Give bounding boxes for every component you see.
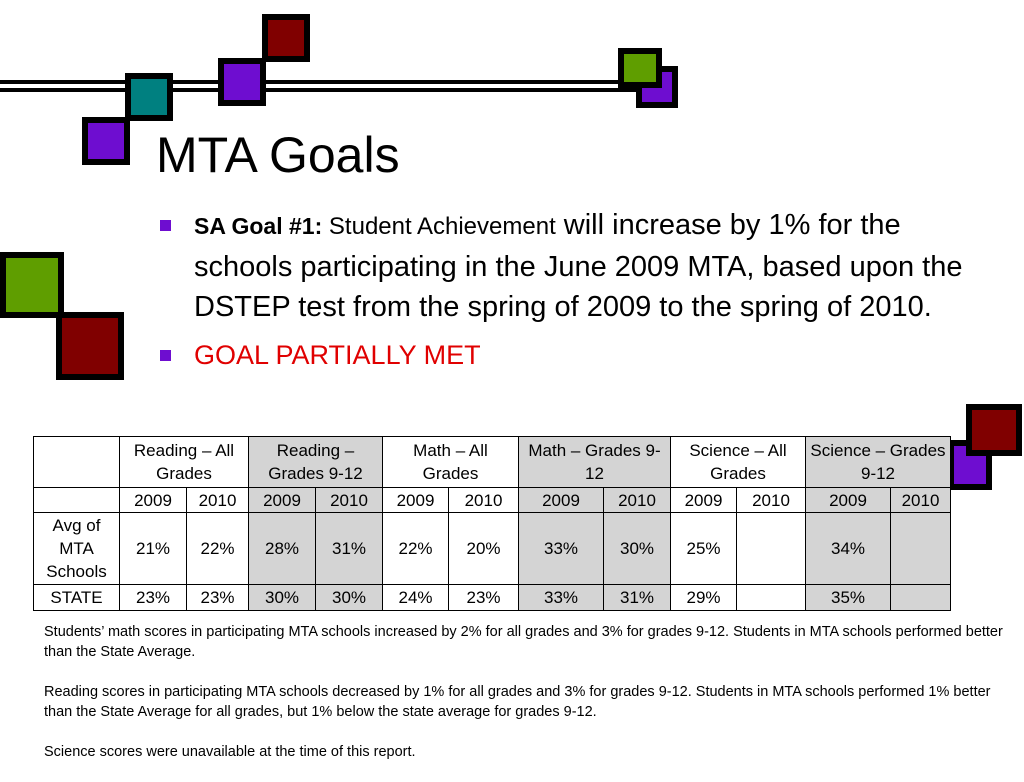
note-science: Science scores were unavailable at the time of this report. bbox=[44, 744, 416, 760]
top-rule-line bbox=[0, 80, 665, 84]
row-label: STATE bbox=[34, 585, 120, 611]
table-cell: 23% bbox=[120, 585, 187, 611]
deco-square-teal bbox=[125, 73, 173, 121]
square-bullet-icon bbox=[160, 220, 171, 231]
year-cell: 2010 bbox=[737, 488, 806, 513]
table-cell: 30% bbox=[604, 513, 671, 585]
table-cell bbox=[891, 585, 951, 611]
table-cell: 21% bbox=[120, 513, 187, 585]
year-cell: 2009 bbox=[671, 488, 737, 513]
table-header-row bbox=[34, 437, 951, 488]
table-cell: 35% bbox=[806, 585, 891, 611]
table-cell: 23% bbox=[187, 585, 249, 611]
table-cell: 28% bbox=[249, 513, 316, 585]
deco-square-maroon-right bbox=[966, 404, 1022, 456]
year-cell: 2009 bbox=[519, 488, 604, 513]
year-cell: 2009 bbox=[249, 488, 316, 513]
table-cell: 20% bbox=[449, 513, 519, 585]
goal-bullet bbox=[160, 205, 1000, 327]
year-cell: 2009 bbox=[383, 488, 449, 513]
table-cell: 30% bbox=[316, 585, 383, 611]
year-cell: 2010 bbox=[604, 488, 671, 513]
goal-subject: Student Achievement bbox=[322, 213, 556, 240]
scores-table bbox=[33, 436, 951, 611]
note-math: Students’ math scores in participating MTA schools increased by 2% for all grades and 3% for grades 9-12. Students in MTA schools performed better than the State Average. bbox=[44, 624, 1003, 660]
goal-text: will increase by 1% for the schools participating in the June 2009 MTA, based upon the DSTEP test from the spring of 2009 to the spring of 2010. bbox=[194, 209, 963, 323]
deco-square-maroon-left bbox=[56, 312, 124, 380]
header-science-912: Science – Grades 9-12 bbox=[806, 437, 951, 488]
header-science-all: Science – All Grades bbox=[671, 437, 806, 488]
header-reading-912: Reading – Grades 9-12 bbox=[249, 437, 383, 488]
table-row-state bbox=[34, 585, 951, 611]
table-cell bbox=[737, 585, 806, 611]
note-reading: Reading scores in participating MTA schools decreased by 1% for all grades and 3% for grades 9-12. Students in MTA schools performed 1% better than the State Average for all grades, but 1% below the state average for grades 9-12. bbox=[44, 684, 991, 720]
deco-square-purple-top bbox=[218, 58, 266, 106]
table-cell: 30% bbox=[249, 585, 316, 611]
table-cell: 25% bbox=[671, 513, 737, 585]
year-corner-cell bbox=[34, 488, 120, 513]
year-cell: 2009 bbox=[120, 488, 187, 513]
year-cell: 2010 bbox=[187, 488, 249, 513]
top-rule-line-2 bbox=[0, 88, 665, 92]
goal-label: SA Goal #1: bbox=[194, 213, 323, 239]
deco-square-purple-left bbox=[82, 117, 130, 165]
table-cell: 24% bbox=[383, 585, 449, 611]
table-cell: 33% bbox=[519, 585, 604, 611]
year-cell: 2010 bbox=[316, 488, 383, 513]
goal-status: GOAL PARTIALLY MET bbox=[194, 340, 481, 370]
year-cell: 2010 bbox=[449, 488, 519, 513]
table-row-mta bbox=[34, 513, 951, 585]
slide-title: MTA Goals bbox=[156, 127, 400, 183]
deco-square-green-topright bbox=[618, 48, 662, 88]
row-label: Avg of MTA Schools bbox=[34, 513, 120, 585]
deco-square-maroon-top bbox=[262, 14, 310, 62]
table-cell: 31% bbox=[316, 513, 383, 585]
square-bullet-icon bbox=[160, 350, 171, 361]
table-cell: 31% bbox=[604, 585, 671, 611]
table-corner-cell bbox=[34, 437, 120, 488]
table-cell: 23% bbox=[449, 585, 519, 611]
table-cell bbox=[737, 513, 806, 585]
header-reading-all: Reading – All Grades bbox=[120, 437, 249, 488]
table-cell: 29% bbox=[671, 585, 737, 611]
goal-status-bullet bbox=[160, 335, 1000, 375]
year-cell: 2009 bbox=[806, 488, 891, 513]
deco-square-green-left bbox=[0, 252, 64, 318]
year-cell: 2010 bbox=[891, 488, 951, 513]
table-cell: 22% bbox=[383, 513, 449, 585]
goal-bullet-list bbox=[160, 205, 1000, 375]
table-cell: 34% bbox=[806, 513, 891, 585]
table-cell: 22% bbox=[187, 513, 249, 585]
notes-section bbox=[44, 622, 1004, 782]
header-math-all: Math – All Grades bbox=[383, 437, 519, 488]
header-math-912: Math – Grades 9-12 bbox=[519, 437, 671, 488]
table-cell bbox=[891, 513, 951, 585]
table-cell: 33% bbox=[519, 513, 604, 585]
table-year-row bbox=[34, 488, 951, 513]
